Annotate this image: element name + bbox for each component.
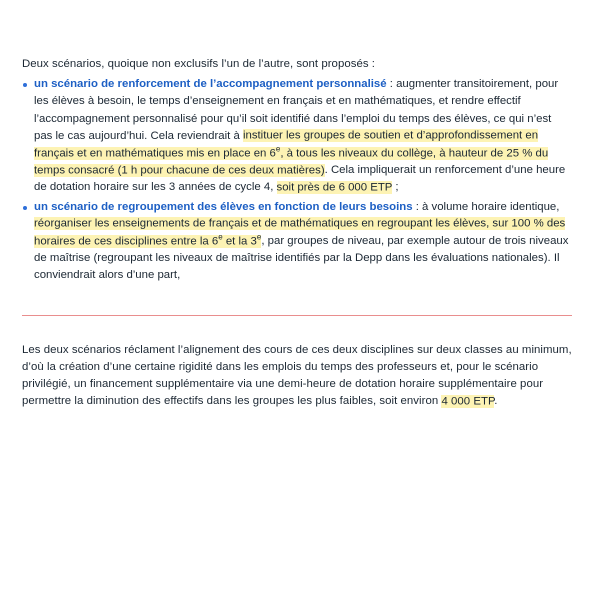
closing-text-before: Les deux scénarios réclament l’alignement des cours de ces deux disciplines sur deux classes au minimum, d’où la création d’une certaine rigidité dans les emplois du temps des professeurs et, pour le scénario privilégié, un financement supplémentaire via une demi-heure de dotation horaire supplémentaire pour permettre la diminution des effectifs dans les groupes les plus faibles, soit environ [22,343,572,408]
scenario-1-text-before: : augmenter transitoirement, pour les élèves à besoin, le temps d’enseignement en français et en mathématiques, et rendre effectif l’accompagnement personnalisé pour qu’il soit identifié dans l’emploi du temps des élèves, ce qui n’est pas le cas aujourd’hui. Cela reviendrait à [34,78,559,142]
scenario-1-text-middle: . Cela impliquerait un renforcement d’une heure de dotation horaire sur les 3 années de cycle 4, [34,164,566,194]
scenario-1-highlight-2: soit près de 6 000 ETP [276,181,393,194]
scenario-2-text-after: , par groupes de niveau, par exemple autour de trois niveaux de maîtrise (regroupant les niveaux de maîtrise identifiés par la Depp dans les évaluations nationales). Il conviendrait alors d’une part, [34,235,569,282]
scenario-1-text-after: ; [392,181,399,194]
scenario-2-text-before: : à volume horaire identique, [412,200,560,213]
closing-paragraph [22,342,572,411]
closing-text-after: . [494,395,498,408]
scenario-1-highlight-1-part2: , à tous les niveaux du collège, à hauteur de 25 % du temps consacré (1 h pour chacune de ces deux matières) [34,147,549,177]
scenario-2-lead: un scénario de regroupement des élèves en fonction de leurs besoins [34,200,413,213]
scenario-2-body [34,201,568,282]
scenario-1-highlight-1-part1: instituer les groupes de soutien et d’approfondissement en français et en mathématiques mis en place en 6 [34,129,539,160]
scenario-2-highlight-1-sup-b: e [256,232,262,242]
scenario-list [22,76,572,284]
scenario-2-highlight-1-sup-a: e [218,232,223,242]
section-divider [22,315,572,316]
scenario-1-highlight-1-sup: e [275,144,281,154]
scenario-1-lead: un scénario de renforcement de l’accompagnement personnalisé [34,78,387,91]
closing-highlight: 4 000 ETP [441,395,495,408]
list-item-scenario-2 [22,199,572,285]
list-item-scenario-1 [22,76,572,196]
scenario-1-body [34,78,565,194]
scenario-2-highlight-1-mid: et la 3 [222,235,257,248]
scenario-2-highlight-1-part1: réorganiser les enseignements de français et de mathématiques en regroupant les élèves, sur 100 % des horaires de ces disciplines entre la 6 [34,217,566,248]
intro-paragraph: Deux scénarios, quoique non exclusifs l’un de l’autre, sont proposés : [22,58,376,70]
